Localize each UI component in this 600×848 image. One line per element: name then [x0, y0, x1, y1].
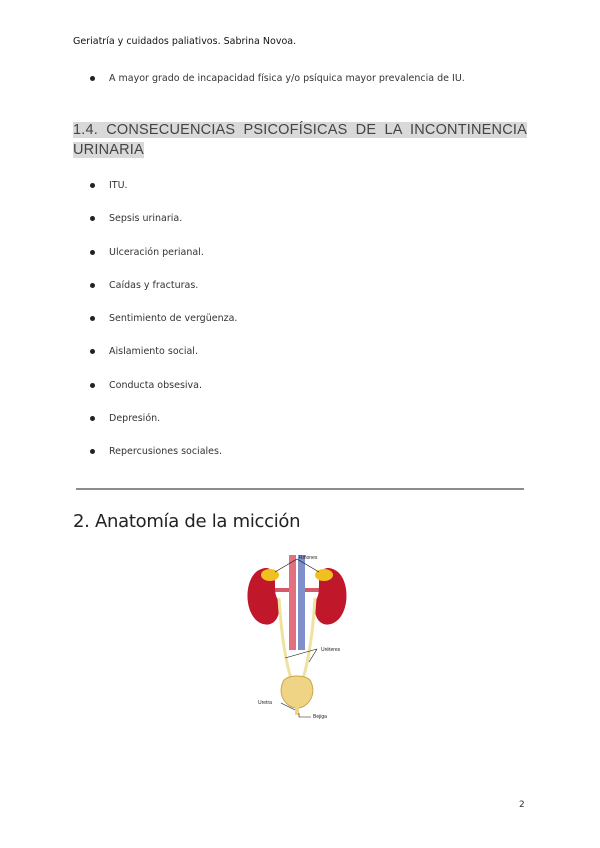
section-heading: [73, 120, 527, 160]
list-item: [90, 380, 237, 413]
horizontal-divider: [76, 488, 524, 490]
bladder-label: Bejiga: [313, 714, 327, 720]
list-item-text: A mayor grado de incapacidad física y/o psíquica mayor prevalencia de IU.: [109, 73, 465, 84]
left-adrenal-shape: [261, 569, 279, 581]
list-item: [90, 313, 237, 346]
vena-cava-shape: [298, 555, 305, 650]
ureters-label: Uréteres: [321, 647, 341, 653]
list-item-text: Repercusiones sociales.: [109, 446, 222, 458]
list-item: [90, 247, 237, 280]
bladder-shape: [281, 676, 313, 708]
list-item-text: Ulceración perianal.: [109, 246, 204, 258]
bullet-icon: [90, 316, 95, 321]
list-item-text: Sentimiento de vergüenza.: [109, 313, 238, 325]
urethra-label: Uretra: [258, 700, 272, 706]
list-item-text: ITU.: [109, 180, 128, 191]
aorta-shape: [289, 555, 296, 650]
list-item: [90, 446, 237, 479]
bullet-icon: [90, 250, 95, 255]
urinary-system-illustration: [245, 550, 365, 725]
bullet-icon: [90, 416, 95, 421]
page-number: 2: [519, 800, 525, 810]
urethra-shape: [295, 707, 299, 715]
right-adrenal-shape: [315, 569, 333, 581]
ureter-label-lines: [285, 649, 317, 662]
chapter-title: 2. Anatomía de la micción: [73, 511, 301, 532]
list-item: [90, 73, 465, 106]
list-item-text: Conducta obsesiva.: [109, 379, 202, 391]
consequences-list: [90, 180, 237, 480]
list-item-text: Depresión.: [109, 413, 161, 425]
bullet-icon: [90, 283, 95, 288]
bullet-icon: [90, 183, 95, 188]
bullet-icon: [90, 76, 95, 81]
kidneys-label: Riñones: [299, 555, 318, 561]
list-item-text: Aislamiento social.: [109, 346, 198, 358]
page-header: Geriatría y cuidados paliativos. Sabrina Novoa.: [73, 36, 297, 47]
bullet-icon: [90, 216, 95, 221]
intro-bullet-list: [90, 73, 465, 106]
urinary-anatomy-figure: [245, 550, 365, 725]
list-item: [90, 213, 237, 246]
list-item-text: Sepsis urinaria.: [109, 213, 183, 225]
list-item: [90, 280, 237, 313]
section-heading-text: 1.4. CONSECUENCIAS PSICOFÍSICAS DE LA INCONTINENCIA URINARIA: [73, 122, 527, 158]
bladder-label-line: [299, 713, 311, 717]
bullet-icon: [90, 349, 95, 354]
list-item: [90, 180, 237, 213]
bullet-icon: [90, 449, 95, 454]
list-item-text: Caídas y fracturas.: [109, 279, 199, 291]
list-item: [90, 346, 237, 379]
list-item: [90, 413, 237, 446]
bullet-icon: [90, 383, 95, 388]
